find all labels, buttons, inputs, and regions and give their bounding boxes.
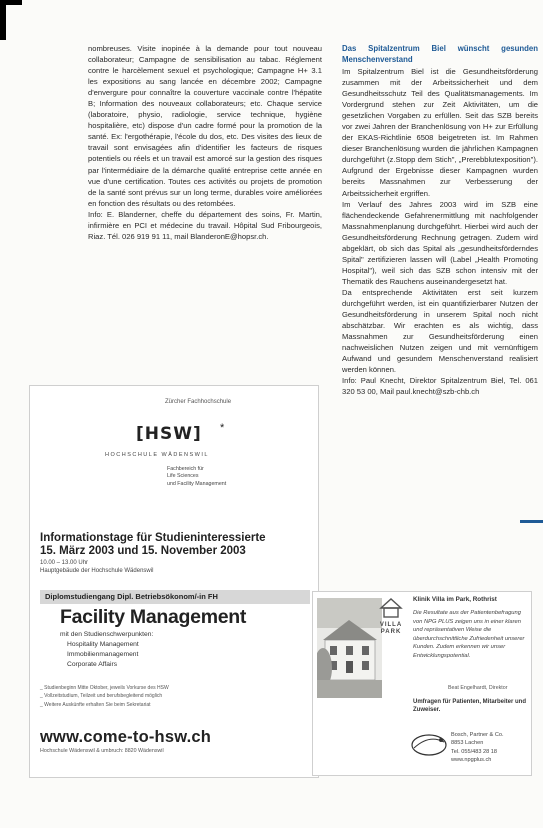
right-paragraph-2: Im Verlauf des Jahres 2003 wird im SZB eine flächendeckende Gefahrenermittlung mit nachfolgender Massnahmenplanung durchgeführt. Hierbei wird auch der Gesundheitsförderung Rechnung getragen. Zudem wird abgeklärt, ob sich das Spital als „gesundheitsförderndes Spital" zertifizieren lassen will (Label „Health Promoting Hospital"), weil sich das SZB schon intensiv mit der Thematik des Rauchens auseinandergesetzt hat. [342, 199, 538, 286]
list-item: Immobilienmanagement [67, 650, 139, 658]
villa-building-photo [317, 598, 382, 698]
hsw-focus-intro: mit den Studienschwerpunkten: [60, 631, 154, 638]
list-item: Corporate Affairs [67, 660, 118, 668]
hsw-school-name: HOCHSCHULE WÄDENSWIL [105, 452, 209, 458]
article-heading: Das Spitalzentrum Biel wünscht gesunden Menschenverstand [342, 44, 538, 64]
hsw-headline: Informationstage für Studieninteressierte 15. März 2003 und 15. November 2003 [40, 532, 266, 557]
hsw-advertisement [29, 385, 319, 778]
hsw-department: Fachbereich für Life Sciences und Facility Management [167, 466, 227, 487]
hsw-address: Hochschule Wädenswil & umbruch: 8820 Wädenswil [40, 748, 164, 754]
accent-bar [520, 520, 543, 523]
left-paragraph-info: Info: E. Blanderner, cheffe du département des soins, Fr. Martin, infirmière en PCI et médecine du travail. Hôpital Sud Fribourgeois, Riaz. Tél. 026 919 91 11, mail BlanderonE@hopsr.ch. [88, 209, 322, 241]
hsw-program-bar: Diplomstudiengang Dipl. Betriebsökonom/-in FH [40, 590, 310, 604]
klinik-contact: Bosch, Partner & Co. 8853 Lachen Tel. 055/483 28 18 www.npgplus.ch [451, 732, 504, 764]
hsw-program-title: Facility Management [60, 606, 247, 628]
klinik-advertisement [312, 591, 532, 776]
hsw-notes: _ Studienbeginn Mitte Oktober, jeweils Vorkurse des HSW _ Vollzeitstudium, Teilzeit und berufsbegleitend möglich _ Weitere Auskünfte erhalten Sie beim Sekretariat [40, 685, 169, 708]
list-item: Hospitality Management [67, 641, 139, 648]
right-paragraph-3: Da entsprechende Aktivitäten erst seit kurzem durchgeführt werden, ist ein quantifizierbarer Nutzen der Gesundheitsförderung in unserem Spital noch nicht abschätzbar. Wir erachten es als wichtig, dass Massnahmen zur Gesundheitsförderung einen nachweislichen Nutzen zeigen und mit vernünftigem Aufwand und gesundem Menschenverstand realisiert werden können. [342, 287, 538, 375]
right-paragraph-info: Info: Paul Knecht, Direktor Spitalzentrum Biel, Tel. 061 320 53 00, Mail paul.knecht@szb-chb.ch [342, 376, 538, 397]
npg-plus-logo [410, 732, 448, 758]
left-column [88, 43, 322, 242]
klinik-cta: Umfragen für Patienten, Mitarbeiter und Zuweiser. [413, 699, 527, 713]
hsw-affiliation: Zürcher Fachhochschule [165, 399, 232, 405]
hsw-logo: [HSW] [136, 424, 202, 444]
klinik-quote: Die Resultate aus der Patientenbefragung von NPG PLUS zeigen uns in einer klaren und repräsentativen Weise die überdurchschnittliche Zufriedenheit unserer Kunden. Zudem erkennen wir unser Entwicklungspotential. [413, 610, 525, 659]
hsw-focus-list [67, 640, 139, 669]
star-icon: * [220, 422, 225, 434]
hsw-url-link[interactable]: www.come-to-hsw.ch [40, 728, 212, 746]
right-column [342, 43, 538, 397]
crop-mark [0, 0, 22, 40]
klinik-signature: Beat Engelhardt, Direktor [448, 685, 508, 691]
hsw-time-location: 10.00 – 13.00 Uhr Hauptgebäude der Hochschule Wädenswil [40, 560, 154, 574]
villa-park-logo: VILLA PARK [376, 597, 406, 645]
right-paragraph-1: Im Spitalzentrum Biel ist die Gesundheitsförderung zusammen mit der Arbeitssicherheit und dem Gesundheitsschutz Teil des Qualitätsmanagements. Im Vordergrund stehen zur Zeit Aktivitäten, um die gesetzlichen Vorgaben zu erfüllen. Seit das SZB bereits vor zwei Jahren der Branchenlösung von H+ zur Erfüllung der EKAS-Richtlinie 6508 beigetreten ist. Im Rahmen dieser Branchenlösung wurden die jährlichen Kampagnen durchgeführt (z.Stopp dem Stich", „Prerebblutexposition"). Aufgrund der Ergebnisse dieser Kampagnen wurden bereits Massnahmen zur Verbesserung der Arbeitssicherheit ergriffen. [342, 67, 538, 198]
house-icon [379, 597, 403, 619]
klinik-website-link[interactable]: www.npgplus.ch [451, 757, 492, 764]
left-paragraph-1: nombreuses. Visite inopinée à la demande pour tout nouveau collaborateur; Campagne de sensibilisation au tabac. Réglement contre le harcèlement sexuel et psychologique; Campagne H+ 3.1 les expositions au sang lancée en décembre 2002; Campagne d'envergure pour connaître la couverture vaccinale contre l'hépatite B; Information des nouveaux collaborateurs; etc. Chaque service (laboratoire, physio, radiologie, service technique, hygiène hospitalière, etc) dispose d'un cadre formé pour la promotion de la santé. Ex: l'ergothérapie, l'école du dos, etc. Des visites des lieux de travail sont envisagées afin d'identifier les facteurs de risques potentiels ou réels et un travail est amorcé sur la gestion des risques par l'intermédiaire de la démarche qualité entreprise cette année en vue d'une certification. Toutes ces activités ou projets de promotion de la santé sont prévus sur un long terme, durables voire améliorées en fonction des résultats ou des retombées. [88, 44, 322, 208]
klinik-title: Klinik Villa im Park, Rothrist [413, 596, 497, 603]
